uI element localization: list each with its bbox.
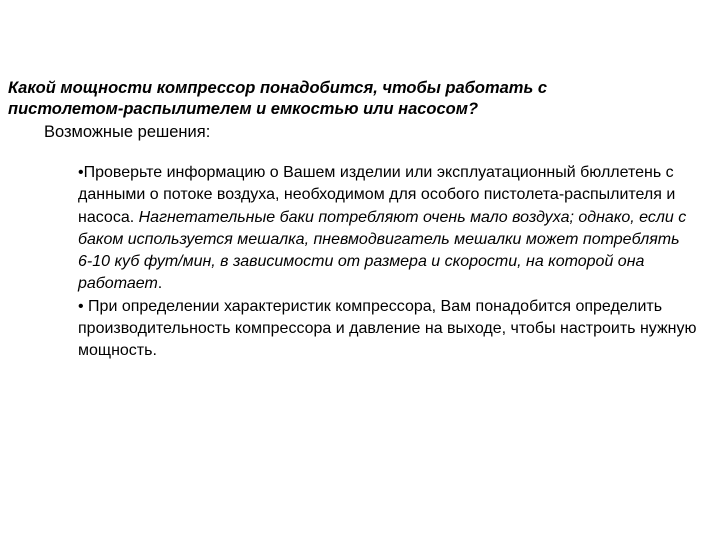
solutions-label: Возможные решения: bbox=[44, 123, 211, 141]
bullet-marker-icon: • bbox=[78, 297, 84, 315]
bullet-item-1 bbox=[78, 162, 698, 296]
question-line-2: пистолетом-распылителем и емкостью или насосом? bbox=[8, 100, 479, 118]
question-line-1: Какой мощности компрессор понадобится, чтобы работать с bbox=[8, 79, 548, 97]
question-heading bbox=[8, 78, 708, 120]
bullet-1-italic-text: Нагнетательные баки потребляют очень мало воздуха; однако, если с баком используется мешалка, пневмодвигатель мешалки может потреблять 6-10 куб фут/мин, в зависимости от размера и скорости, на которой она работает bbox=[78, 208, 687, 293]
solutions-list bbox=[78, 162, 698, 363]
bullet-2-text: При определении характеристик компрессора, Вам понадобится определить производительность компрессора и давление на выходе, чтобы настроить нужную мощность. bbox=[78, 297, 697, 360]
bullet-1-end: . bbox=[157, 275, 163, 293]
bullet-1-text: Проверьте информацию о Вашем изделии или эксплуатационный бюллетень с данными о потоке воздуха, необходимом для особого пистолета-распылителя и насоса. bbox=[78, 164, 676, 226]
bullet-marker-icon: • bbox=[78, 164, 84, 181]
bullet-item-2 bbox=[78, 296, 698, 363]
